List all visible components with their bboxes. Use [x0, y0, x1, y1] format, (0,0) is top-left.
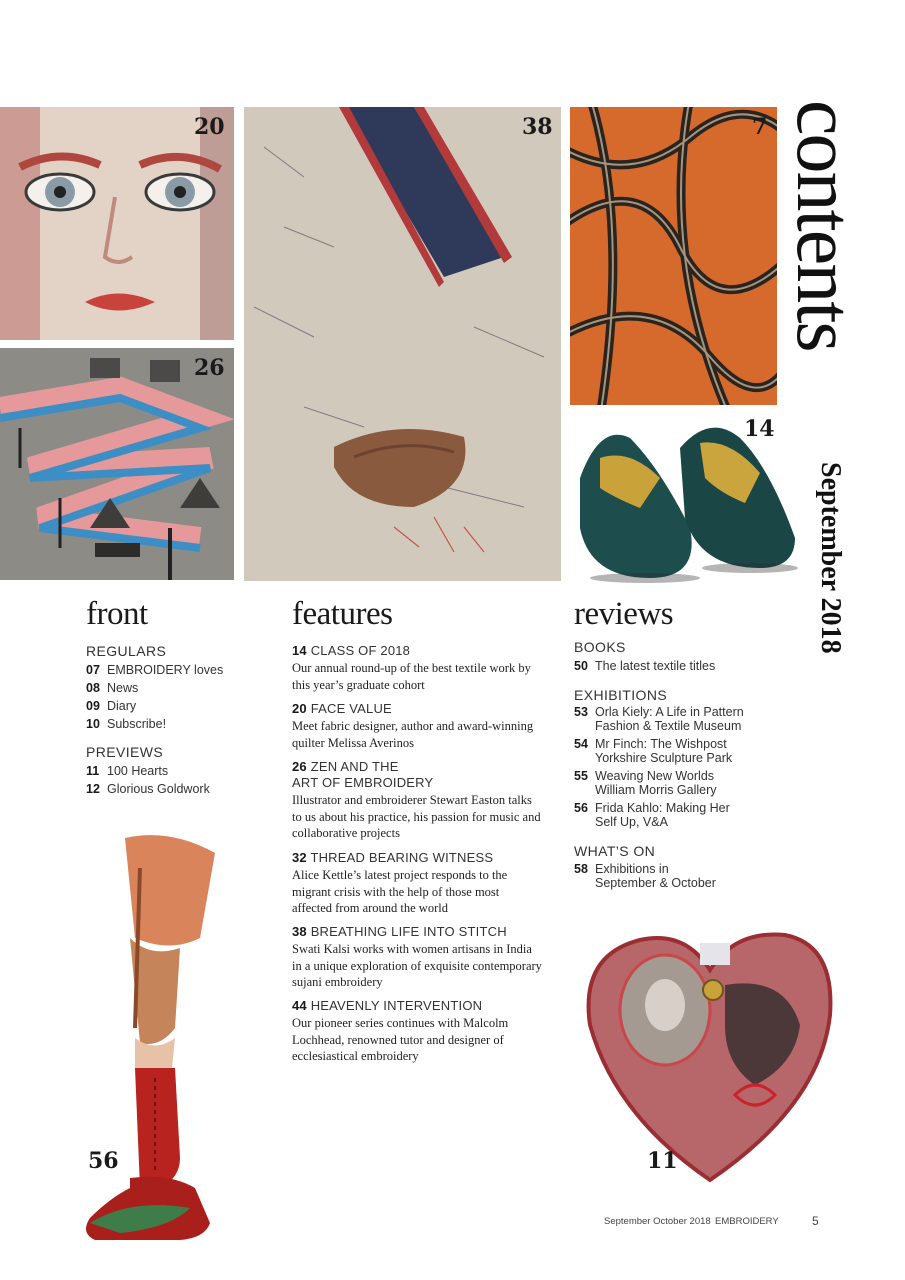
pattern-illustration	[570, 107, 777, 405]
leg-image	[80, 828, 220, 1253]
item-number: 08	[86, 681, 100, 695]
pattern-image	[570, 107, 777, 405]
page-number-kurta: 38	[522, 114, 553, 140]
features-title: features	[292, 596, 393, 632]
item-text: Orla Kiely: A Life in Pattern Fashion & Textile Museum	[595, 705, 744, 733]
whatson-list	[574, 862, 774, 890]
page-number-pattern: 7	[752, 114, 768, 140]
feature-number: 14	[292, 643, 307, 658]
footer-magazine: EMBROIDERY	[715, 1216, 779, 1227]
list-item[interactable]	[86, 715, 266, 733]
whatson-label: WHAT’S ON	[574, 843, 656, 859]
item-number: 11	[86, 764, 100, 778]
footer-page-number: 5	[812, 1214, 819, 1228]
list-item[interactable]	[574, 657, 774, 675]
item-number: 09	[86, 699, 100, 713]
page-number-village: 26	[194, 355, 225, 381]
feature-number: 20	[292, 701, 307, 716]
feature-heading	[292, 998, 542, 1014]
item-number: 12	[86, 782, 100, 796]
item-text: EMBROIDERY loves	[107, 663, 224, 677]
contents-title: contents	[780, 100, 868, 351]
item-text: The latest textile titles	[595, 659, 716, 673]
item-text: Weaving New Worlds William Morris Gallery	[595, 769, 717, 797]
regulars-list	[86, 661, 266, 733]
list-item[interactable]	[574, 737, 774, 765]
feature-title: ZEN AND THE ART OF EMBROIDERY	[292, 759, 434, 790]
reviews-title: reviews	[574, 596, 674, 632]
regulars-label: REGULARS	[86, 643, 167, 659]
leg-illustration	[80, 828, 220, 1253]
face-image	[0, 107, 234, 340]
footer-issue: September October 2018	[604, 1216, 711, 1227]
item-text: Glorious Goldwork	[107, 782, 210, 796]
feature-description: Alice Kettle’s latest project responds to the migrant crisis with the help of those most affected from around the world	[292, 868, 508, 915]
item-number: 07	[86, 663, 100, 677]
feature-item[interactable]	[292, 643, 542, 693]
page-number-face: 20	[194, 114, 225, 140]
feature-item[interactable]	[292, 924, 542, 991]
previews-list	[86, 762, 266, 798]
page-number-shoes: 14	[744, 416, 775, 442]
feature-number: 38	[292, 924, 307, 939]
feature-number: 44	[292, 998, 307, 1013]
front-title: front	[86, 596, 148, 632]
item-number: 50	[574, 659, 588, 673]
feature-description: Swati Kalsi works with women artisans in India in a unique exploration of exquisite contemporary sujani embroidery	[292, 942, 542, 989]
feature-description: Our pioneer series continues with Malcolm Lochhead, renowned tutor and designer of ecclesiastical embroidery	[292, 1016, 509, 1063]
page-number-heart: 11	[647, 1148, 678, 1174]
feature-heading	[292, 924, 542, 940]
village-image	[0, 348, 234, 580]
shoes-illustration	[570, 418, 800, 586]
feature-number: 26	[292, 759, 307, 774]
list-item[interactable]	[574, 862, 774, 890]
list-item[interactable]	[86, 762, 266, 780]
feature-description: Illustrator and embroiderer Stewart Easton talks to us about his practice, his passion for music and collaborative projects	[292, 793, 541, 840]
issue-date: September 2018	[815, 462, 846, 654]
previews-label: PREVIEWS	[86, 744, 164, 760]
list-item[interactable]	[574, 769, 774, 797]
item-number: 56	[574, 801, 588, 815]
item-text: Frida Kahlo: Making Her Self Up, V&A	[595, 801, 730, 829]
feature-heading	[292, 759, 542, 791]
list-item[interactable]	[86, 661, 266, 679]
feature-number: 32	[292, 850, 307, 865]
feature-heading	[292, 701, 542, 717]
feature-item[interactable]	[292, 701, 542, 751]
item-text: Subscribe!	[107, 717, 167, 731]
exhibitions-list	[574, 705, 774, 833]
face-illustration	[0, 107, 234, 340]
village-illustration	[0, 348, 234, 580]
feature-description: Our annual round-up of the best textile work by this year’s graduate cohort	[292, 661, 531, 692]
exhibitions-label: EXHIBITIONS	[574, 687, 668, 703]
item-text: News	[107, 681, 139, 695]
list-item[interactable]	[574, 801, 774, 829]
item-number: 53	[574, 705, 588, 719]
page-number-leg: 56	[88, 1148, 119, 1174]
list-item[interactable]	[86, 697, 266, 715]
item-text: Diary	[107, 699, 137, 713]
feature-title: BREATHING LIFE INTO STITCH	[310, 924, 507, 939]
item-text: Exhibitions in September & October	[595, 862, 716, 890]
heart-illustration	[585, 915, 835, 1190]
feature-item[interactable]	[292, 998, 542, 1065]
feature-heading	[292, 643, 542, 659]
list-item[interactable]	[86, 679, 266, 697]
item-number: 54	[574, 737, 588, 751]
feature-description: Meet fabric designer, author and award-winning quilter Melissa Averinos	[292, 719, 534, 750]
shoes-image	[570, 418, 800, 586]
item-number: 55	[574, 769, 588, 783]
feature-item[interactable]	[292, 759, 542, 842]
feature-title: CLASS OF 2018	[310, 643, 411, 658]
feature-heading	[292, 850, 542, 866]
feature-title: HEAVENLY INTERVENTION	[310, 998, 483, 1013]
list-item[interactable]	[574, 705, 774, 733]
item-text: 100 Hearts	[107, 764, 169, 778]
feature-title: FACE VALUE	[310, 701, 392, 716]
books-label: BOOKS	[574, 639, 626, 655]
feature-title: THREAD BEARING WITNESS	[310, 850, 494, 865]
list-item[interactable]	[86, 780, 266, 798]
kurta-illustration	[244, 107, 561, 581]
books-list	[574, 657, 774, 675]
item-number: 58	[574, 862, 588, 876]
kurta-image	[244, 107, 561, 581]
feature-item[interactable]	[292, 850, 542, 917]
heart-image	[585, 915, 835, 1190]
item-number: 10	[86, 717, 100, 731]
item-text: Mr Finch: The Wishpost Yorkshire Sculpture Park	[595, 737, 733, 765]
